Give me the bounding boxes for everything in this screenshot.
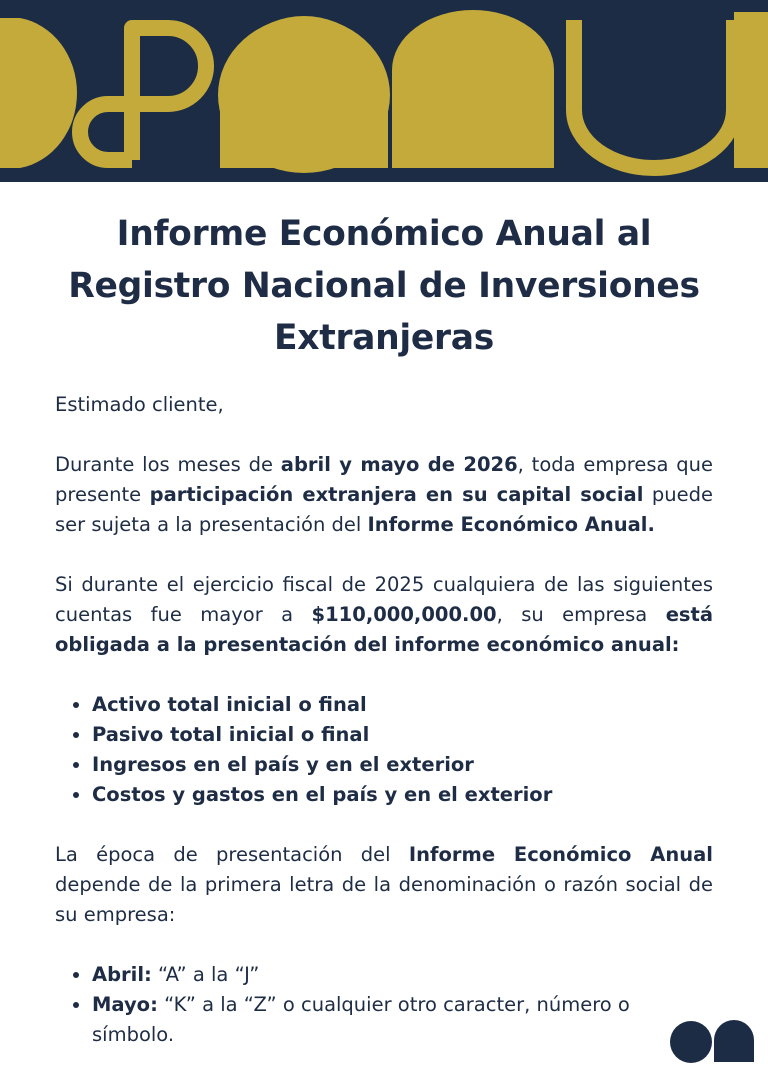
title-line: Extranjeras [274, 318, 494, 358]
list-item: • Pasivo total inicial o final [92, 720, 713, 750]
period-text: “A” a la “J” [151, 963, 260, 986]
text-run: , toda empresa que presente [55, 453, 714, 506]
list-item [92, 960, 713, 990]
paragraph-obligation [55, 570, 713, 660]
bold-run: abril y mayo de 2026 [280, 453, 518, 476]
title-line: Registro Nacional de Inversiones [68, 266, 700, 306]
decorative-shapes [0, 0, 768, 182]
list-item: • Ingresos en el país y en el exterior [92, 750, 713, 780]
text-run: Si durante el ejercicio fiscal de 2025 cualquiera de las siguientes cuentas fue mayor a [55, 573, 713, 626]
title-line: Informe Económico Anual al [116, 214, 652, 254]
bold-run: $110,000,000.00 [311, 603, 497, 626]
greeting: Estimado cliente, [55, 393, 224, 416]
bold-run: participación extranjera en su capital social [149, 483, 644, 506]
text-run: La época de presentación del [55, 843, 409, 866]
accounts-list [55, 690, 713, 810]
page-title [40, 208, 728, 364]
letter-body [55, 390, 713, 1050]
paragraph-period [55, 840, 713, 930]
period-text: “K” a la “Z” o cualquier otro caracter, número o símbolo. [92, 993, 630, 1046]
bold-run: Informe Económico Anual [408, 843, 713, 866]
bold-run: está obligada a la presentación del informe económico anual: [55, 603, 713, 656]
text-run: depende de la primera letra de la denominación o razón social de su empresa: [55, 873, 713, 926]
header-banner [0, 0, 768, 182]
text-run: , su empresa [496, 603, 666, 626]
period-label: Mayo: [92, 993, 158, 1016]
paragraph-participation [55, 450, 713, 540]
list-item: • Activo total inicial o final [92, 690, 713, 720]
text-run: puede ser sujeta a la presentación del [55, 483, 713, 536]
list-item [92, 990, 713, 1050]
text-run: Durante los meses de [55, 453, 281, 476]
period-label: Abril: [92, 963, 152, 986]
periods-list [55, 960, 713, 1050]
bold-run: Informe Económico Anual. [367, 513, 655, 536]
list-item: • Costos y gastos en el país y en el exterior [92, 780, 713, 810]
footer-logo-shapes [670, 1020, 756, 1064]
